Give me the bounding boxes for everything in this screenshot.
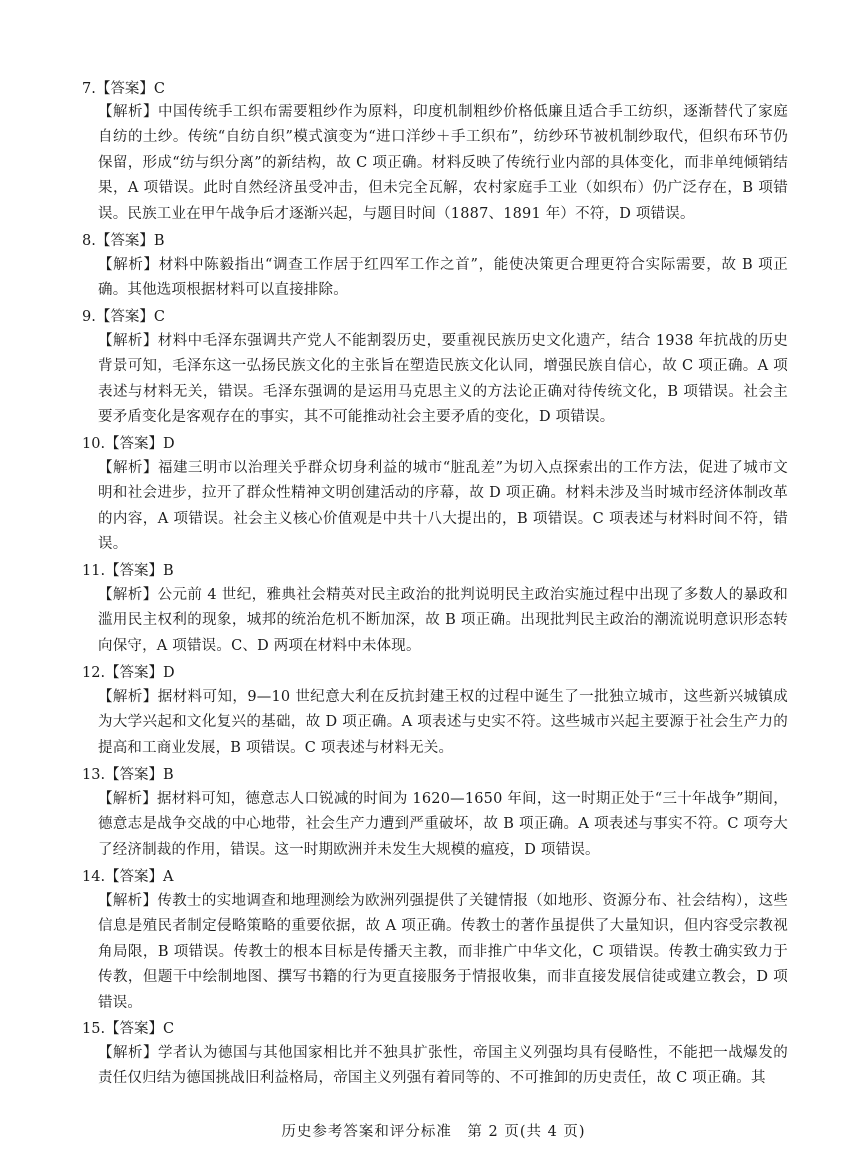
- explanation-11: 【解析】公元前 4 世纪，雅典社会精英对民主政治的批判说明民主政治实施过程中出现了多数人的暴政和滥用民主权利的现象，城邦的统治危机不断加深，故 B 项正确。出现批判民主政治的潮流说明意识形态转向保守，A 项错误。C、D 两项在材料中未体现。: [98, 587, 788, 654]
- answer-15: 15.【答案】C: [82, 1021, 175, 1037]
- answer-13: 13.【答案】B: [82, 767, 174, 783]
- answer-9: 9.【答案】C: [82, 309, 165, 325]
- answer-14: 14.【答案】A: [82, 869, 174, 885]
- explanation-8: 【解析】材料中陈毅指出“调查工作居于红四军工作之首”，能使决策更合理更符合实际需要，故 B 项正确。其他选项根据材料可以直接排除。: [98, 257, 788, 299]
- explanation-15: 【解析】学者认为德国与其他国家相比并不独具扩张性，帝国主义列强均具有侵略性，不能把一战爆发的责任仅归结为德国挑战旧利益格局，帝国主义列强有着同等的、不可推卸的历史责任，故 C 项正确。其: [98, 1045, 788, 1087]
- answer-10: 10.【答案】D: [82, 436, 175, 452]
- explanation-14: 【解析】传教士的实地调查和地理测绘为欧洲列强提供了关键情报（如地形、资源分布、社会结构），这些信息是殖民者制定侵略策略的重要依据，故 A 项正确。传教士的著作虽提供了大量知识，但内容受宗教视角局限，B 项错误。传教士的根本目标是传播天主教，而非推广中华文化，C 项错误。传教士确实致力于传教，但题干中绘制地图、撰写书籍的行为更直接服务于情报收集，而非直接发展信徒或建立教会，D 项错误。: [98, 893, 788, 1011]
- explanation-13: 【解析】据材料可知，德意志人口锐减的时间为 1620—1650 年间，这一时期正处于“三十年战争”期间，德意志是战争交战的中心地带，社会生产力遭到严重破坏，故 B 项正确。A 项表述与事实不符。C 项夸大了经济制裁的作用，错误。这一时期欧洲并未发生大规模的瘟疫，D 项错误。: [98, 791, 788, 858]
- answer-7: 7.【答案】C: [82, 81, 165, 97]
- explanation-10: 【解析】福建三明市以治理关乎群众切身利益的城市“脏乱差”为切入点探索出的工作方法，促进了城市文明和社会进步，拉开了群众性精神文明创建活动的序幕，故 D 项正确。材料未涉及当时城市经济体制改革的内容，A 项错误。社会主义核心价值观是中共十八大提出的，B 项错误。C 项表述与材料时间不符，错误。: [98, 460, 788, 553]
- page-footer: 历史参考答案和评分标准 第 2 页(共 4 页): [281, 1124, 586, 1140]
- answer-11: 11.【答案】B: [82, 563, 174, 579]
- answer-12: 12.【答案】D: [82, 665, 175, 681]
- answer-8: 8.【答案】B: [82, 233, 165, 249]
- explanation-12: 【解析】据材料可知，9—10 世纪意大利在反抗封建王权的过程中诞生了一批独立城市，这些新兴城镇成为大学兴起和文化复兴的基础，故 D 项正确。A 项表述与史实不符。这些城市兴起主要源于社会生产力的提高和工商业发展，B 项错误。C 项表述与材料无关。: [98, 689, 788, 756]
- explanation-9: 【解析】材料中毛泽东强调共产党人不能割裂历史，要重视民族历史文化遗产，结合 1938 年抗战的历史背景可知，毛泽东这一弘扬民族文化的主张旨在塑造民族文化认同，增强民族自信心，故 C 项正确。A 项表述与材料无关，错误。毛泽东强调的是运用马克思主义的方法论正确对待传统文化，B 项错误。社会主要矛盾变化是客观存在的事实，其不可能推动社会主要矛盾的变化，D 项错误。: [98, 333, 788, 426]
- explanation-7: 【解析】中国传统手工织布需要粗纱作为原料，印度机制粗纱价格低廉且适合手工纺织，逐渐替代了家庭自纺的土纱。传统“自纺自织”模式演变为“进口洋纱＋手工织布”，纺纱环节被机制纱取代，但织布环节仍保留，形成“纺与织分离”的新结构，故 C 项正确。材料反映了传统行业内部的具体变化，而非单纯倾销结果，A 项错误。此时自然经济虽受冲击，但未完全瓦解，农村家庭手工业（如织布）仍广泛存在，B 项错误。民族工业在甲午战争后才逐渐兴起，与题目时间（1887、1891 年）不符，D 项错误。: [98, 104, 788, 222]
